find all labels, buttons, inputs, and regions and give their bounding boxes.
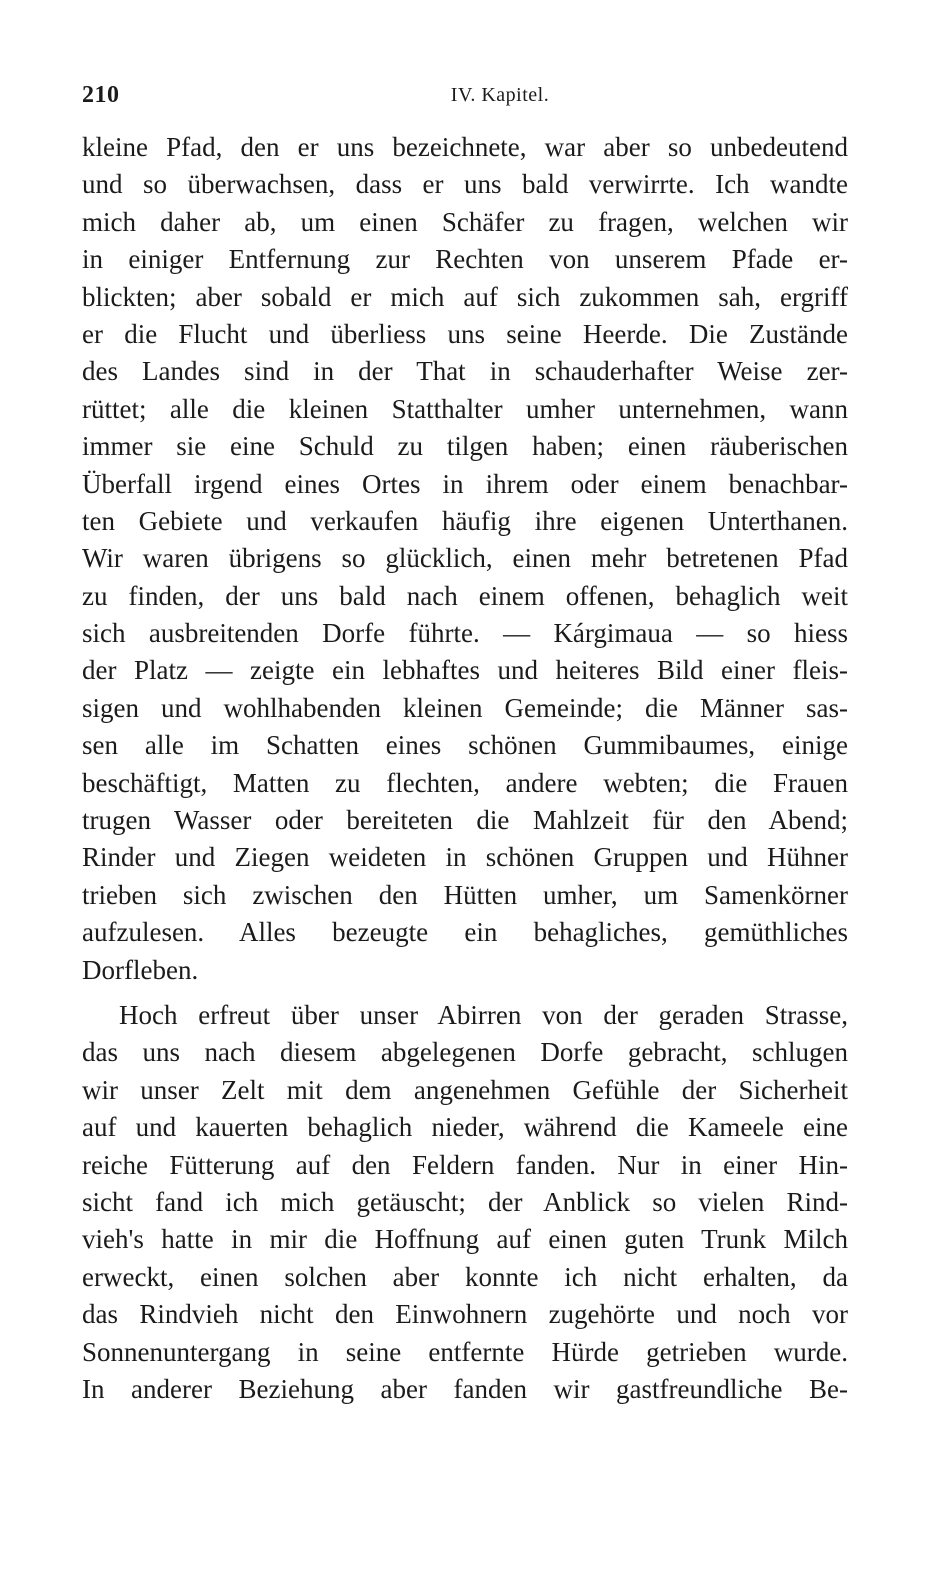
- text-line: reiche Fütterung auf den Feldern fanden. Nur in einer Hin-: [82, 1149, 848, 1180]
- text-line: Rinder und Ziegen weideten in schönen Gruppen und Hühner: [82, 842, 848, 873]
- text-line: zu finden, der uns bald nach einem offenen, behaglich weit: [82, 580, 848, 611]
- text-line: das uns nach diesem abgelegenen Dorfe gebracht, schlugen: [82, 1037, 848, 1068]
- text-line: sigen und wohlhabenden kleinen Gemeinde; die Männer sas-: [82, 692, 848, 723]
- body-text: [82, 129, 848, 1408]
- text-line: Wir waren übrigens so glücklich, einen mehr betretenen Pfad: [82, 543, 848, 574]
- paragraph-spacer: [82, 989, 848, 997]
- text-line: aufzulesen. Alles bezeugte ein behagliches, gemüthliches: [82, 917, 848, 948]
- text-line: rüttet; alle die kleinen Statthalter umher unternehmen, wann: [82, 393, 848, 424]
- text-line: vieh's hatte in mir die Hoffnung auf einen guten Trunk Milch: [82, 1224, 848, 1255]
- text-line: trieben sich zwischen den Hütten umher, um Samenkörner: [82, 879, 848, 910]
- text-line: Hoch erfreut über unser Abirren von der geraden Strasse,: [119, 999, 848, 1030]
- running-head: [82, 82, 848, 112]
- text-line: erweckt, einen solchen aber konnte ich nicht erhalten, da: [82, 1261, 848, 1292]
- text-line: ten Gebiete und verkaufen häufig ihre eigenen Unterthanen.: [82, 505, 848, 536]
- text-line: und so überwachsen, dass er uns bald verwirrte. Ich wandte: [82, 169, 848, 200]
- text-line: Dorfleben.: [82, 954, 199, 985]
- text-line: Sonnenuntergang in seine entfernte Hürde getrieben wurde.: [82, 1336, 848, 1367]
- text-line: mich daher ab, um einen Schäfer zu fragen, welchen wir: [82, 206, 848, 237]
- text-line: auf und kauerten behaglich nieder, während die Kameele eine: [82, 1112, 848, 1143]
- text-line: das Rindvieh nicht den Einwohnern zugehörte und noch vor: [82, 1299, 848, 1330]
- text-line: trugen Wasser oder bereiteten die Mahlzeit für den Abend;: [82, 805, 848, 836]
- text-line: sen alle im Schatten eines schönen Gummibaumes, einige: [82, 730, 848, 761]
- text-line: sich ausbreitenden Dorfe führte. — Kárgimaua — so hiess: [82, 618, 848, 649]
- text-line: in einiger Entfernung zur Rechten von unserem Pfade er-: [82, 244, 848, 275]
- text-line: beschäftigt, Matten zu flechten, andere webten; die Frauen: [82, 767, 848, 798]
- text-line: blickten; aber sobald er mich auf sich zukommen sah, ergriff: [82, 281, 848, 312]
- text-line: sicht fand ich mich getäuscht; der Anblick so vielen Rind-: [82, 1186, 848, 1217]
- text-line: er die Flucht und überliess uns seine Heerde. Die Zustände: [82, 318, 848, 349]
- text-line: immer sie eine Schuld zu tilgen haben; einen räuberischen: [82, 431, 848, 462]
- text-line: wir unser Zelt mit dem angenehmen Gefühle der Sicherheit: [82, 1074, 848, 1105]
- text-line: der Platz — zeigte ein lebhaftes und heiteres Bild einer fleis-: [82, 655, 848, 686]
- text-line: kleine Pfad, den er uns bezeichnete, war aber so unbedeutend: [82, 132, 848, 162]
- text-line: Überfall irgend eines Ortes in ihrem oder einem benachbar-: [82, 468, 848, 499]
- paragraph-2: [82, 997, 848, 1408]
- text-line: des Landes sind in der That in schauderhafter Weise zer-: [82, 356, 848, 387]
- page-number: 210: [82, 82, 120, 108]
- paragraph-1: [82, 129, 848, 989]
- chapter-title: IV. Kapitel.: [450, 84, 550, 106]
- text-line: In anderer Beziehung aber fanden wir gastfreundliche Be-: [82, 1373, 848, 1404]
